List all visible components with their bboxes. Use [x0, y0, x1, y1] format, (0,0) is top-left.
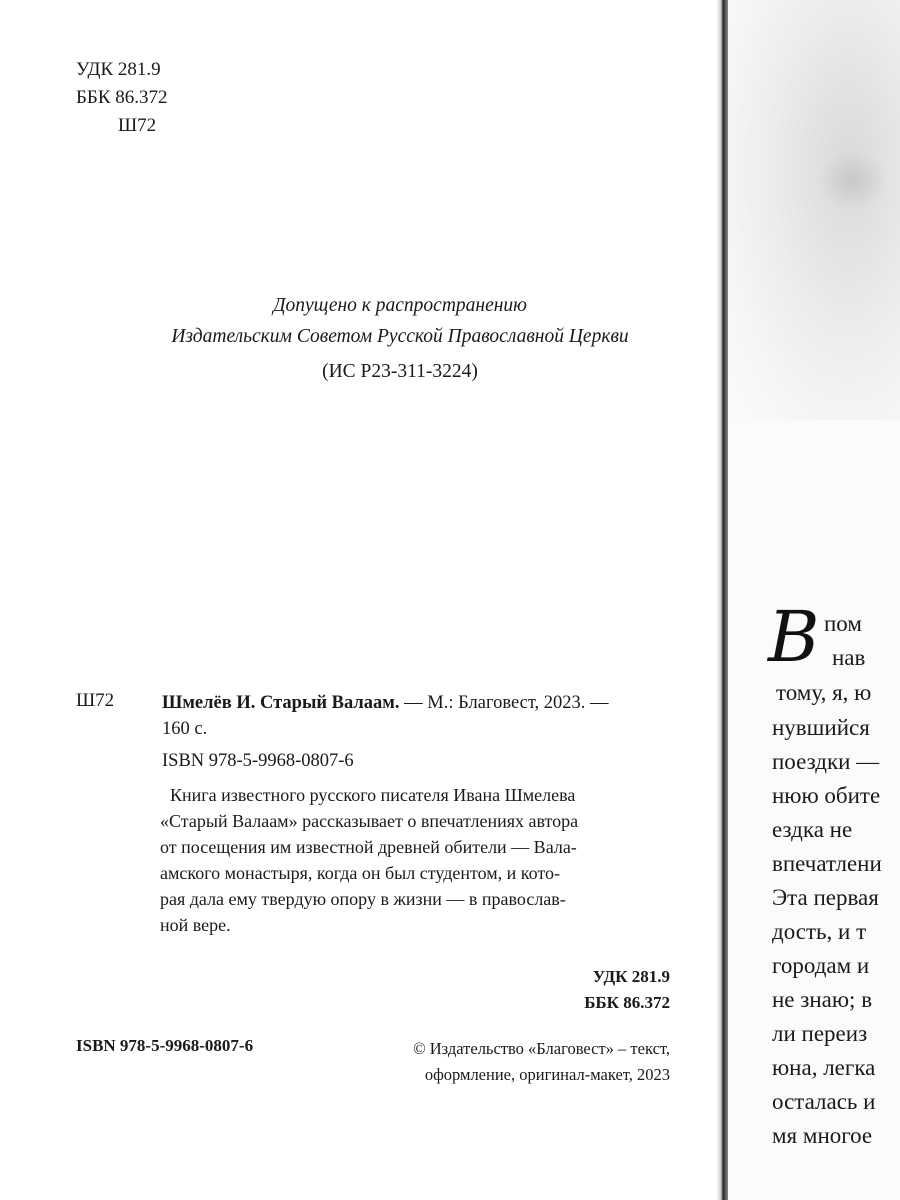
text-line: впечатлени — [772, 851, 882, 876]
copyright-line-2: оформление, оригинал-макет, 2023 — [424, 1065, 670, 1084]
isbn-footer: ISBN 978-5-9968-0807-6 — [76, 1036, 254, 1055]
text-line: ли переиз — [772, 1021, 868, 1046]
text-line: нав — [832, 645, 866, 670]
text-line: поездки — — [772, 749, 880, 774]
text-line: тому, я, ю — [776, 680, 872, 705]
approval-notice — [80, 290, 720, 387]
page-count: 160 с. — [162, 719, 208, 739]
bibliographic-entry — [162, 690, 668, 774]
book-gutter — [716, 0, 728, 1200]
faded-illustration — [728, 0, 900, 420]
bbk-footer-code: ББК 86.372 — [584, 993, 670, 1012]
annotation-line: «Старый Валаам» рассказывает о впечатлениях автора — [160, 811, 579, 831]
annotation-line: от посещения им известной древней обители — Вала- — [160, 837, 577, 857]
author-title: Шмелёв И. Старый Валаам. — [162, 693, 400, 713]
annotation-line: амского монастыря, когда он был студентом, и кото- — [160, 863, 560, 883]
text-line: дость, и т — [772, 919, 867, 944]
biblio-code: Ш72 — [76, 690, 115, 711]
text-line: нюю обите — [772, 783, 881, 808]
annotation-line: ной вере. — [160, 915, 231, 935]
copyright-line-1: © Издательство «Благовест» – текст, — [413, 1039, 670, 1058]
udk-footer-code: УДК 281.9 — [592, 967, 670, 986]
drop-cap: В — [768, 596, 820, 678]
annotation-line: рая дала ему твердую опору в жизни — в православ- — [160, 889, 566, 909]
annotation-line: Книга известного русского писателя Ивана Шмелева — [170, 785, 576, 805]
approval-line-1: Допущено к распространению — [273, 295, 527, 316]
udk-header — [76, 56, 168, 140]
text-line: Эта первая — [772, 885, 879, 910]
udk-code: УДК 281.9 — [76, 59, 161, 80]
biblio-line-1 — [162, 690, 668, 716]
text-line: не знаю; в — [772, 987, 873, 1012]
publisher-info: — М.: Благовест, 2023. — — [399, 693, 609, 713]
author-code: Ш72 — [118, 115, 157, 136]
text-line: пом — [824, 611, 862, 636]
right-page — [728, 0, 900, 1200]
approval-line-2: Издательским Советом Русской Православной Церкви — [171, 326, 629, 347]
text-line: ездка не — [772, 817, 853, 842]
approval-number: (ИС Р23-311-3224) — [322, 361, 478, 382]
biblio-isbn: ISBN 978-5-9968-0807-6 — [162, 751, 354, 771]
udk-footer — [480, 964, 670, 1016]
text-line: осталась и — [772, 1089, 876, 1114]
text-line: городам и — [772, 953, 870, 978]
text-line: нувшийся — [772, 715, 870, 740]
bbk-code: ББК 86.372 — [76, 87, 168, 108]
text-line: мя многое — [772, 1123, 873, 1148]
text-line: юна, легка — [772, 1055, 876, 1080]
copyright-notice — [380, 1036, 670, 1088]
annotation — [160, 782, 668, 938]
